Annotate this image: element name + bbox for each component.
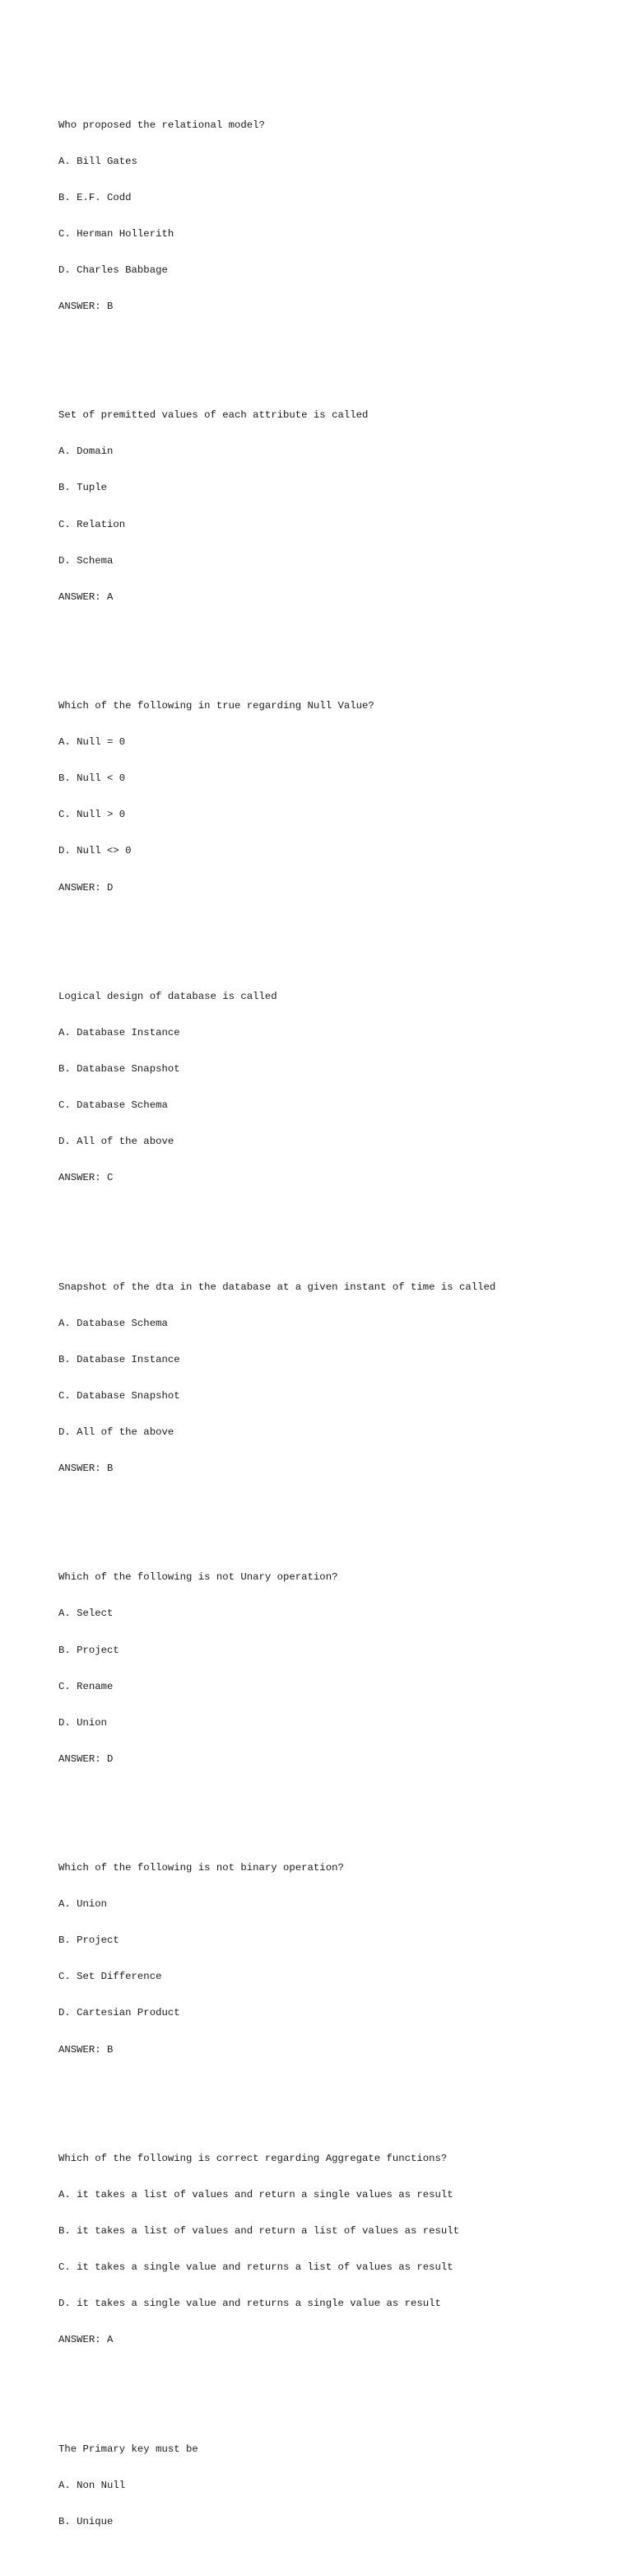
option-a: A. it takes a list of values and return a single values as result bbox=[58, 2188, 453, 2200]
option-b: B. Null < 0 bbox=[58, 772, 126, 785]
question-block bbox=[58, 1257, 618, 1499]
answer-line: ANSWER: A bbox=[58, 2334, 114, 2346]
option-c: C. it takes a single value and returns a list of values as result bbox=[58, 2261, 453, 2274]
answer-line: ANSWER: D bbox=[58, 881, 114, 894]
question-block bbox=[58, 385, 618, 628]
option-b: B. it takes a list of values and return a list of values as result bbox=[58, 2225, 460, 2238]
answer-line: ANSWER: B bbox=[58, 300, 114, 312]
question-text: Logical design of database is called bbox=[58, 990, 277, 1002]
question-block bbox=[58, 1547, 618, 1790]
question-block bbox=[58, 2128, 618, 2370]
option-c: C. Relation bbox=[58, 518, 126, 530]
answer-line: ANSWER: D bbox=[58, 1752, 114, 1765]
option-a: A. Union bbox=[58, 1898, 108, 1911]
question-text: Which of the following in true regarding Null Value? bbox=[58, 700, 374, 712]
option-d: D. Union bbox=[58, 1716, 108, 1729]
question-block bbox=[58, 95, 618, 337]
option-a: A. Non Null bbox=[58, 2479, 126, 2491]
option-b: B. Unique bbox=[58, 2515, 114, 2527]
option-d: D. Schema bbox=[58, 554, 114, 567]
answer-line: ANSWER: B bbox=[58, 1463, 114, 1475]
option-a: A. Domain bbox=[58, 446, 114, 458]
option-b: B. Project bbox=[58, 1644, 119, 1656]
document-page bbox=[58, 58, 618, 2576]
option-a: A. Database Schema bbox=[58, 1317, 168, 1329]
option-b: B. Database Snapshot bbox=[58, 1063, 180, 1075]
question-text: Which of the following is correct regarding Aggregate functions? bbox=[58, 2152, 448, 2164]
option-d: D. All of the above bbox=[58, 1426, 174, 1438]
question-block bbox=[58, 966, 618, 1208]
option-c: C. Database Snapshot bbox=[58, 1389, 180, 1402]
option-a: A. Null = 0 bbox=[58, 736, 126, 749]
option-b: B. Database Instance bbox=[58, 1353, 180, 1365]
question-block bbox=[58, 2419, 618, 2552]
option-a: A. Database Instance bbox=[58, 1026, 180, 1038]
option-a: A. Select bbox=[58, 1608, 114, 1620]
question-block bbox=[58, 676, 618, 918]
question-block bbox=[58, 1838, 618, 2080]
option-d: D. Cartesian Product bbox=[58, 2007, 180, 2019]
question-text: Which of the following is not Unary operation? bbox=[58, 1571, 338, 1584]
option-c: C. Null > 0 bbox=[58, 809, 126, 821]
option-a: A. Bill Gates bbox=[58, 155, 137, 167]
option-d: D. Charles Babbage bbox=[58, 264, 168, 276]
answer-line: ANSWER: A bbox=[58, 590, 114, 603]
option-b: B. E.F. Codd bbox=[58, 191, 132, 203]
option-b: B. Tuple bbox=[58, 482, 108, 494]
option-b: B. Project bbox=[58, 1934, 119, 1947]
option-c: C. Set Difference bbox=[58, 1971, 162, 1983]
question-text: Set of premitted values of each attribute is called bbox=[58, 409, 369, 422]
option-d: D. it takes a single value and returns a single value as result bbox=[58, 2298, 441, 2310]
answer-line: ANSWER: B bbox=[58, 2043, 114, 2056]
question-text: Snapshot of the dta in the database at a given instant of time is called bbox=[58, 1281, 496, 1293]
answer-line: ANSWER: C bbox=[58, 1172, 114, 1184]
question-text: Which of the following is not binary operation? bbox=[58, 1862, 344, 1874]
question-text: The Primary key must be bbox=[58, 2443, 198, 2455]
option-c: C. Database Schema bbox=[58, 1099, 168, 1112]
question-text: Who proposed the relational model? bbox=[58, 119, 265, 131]
option-d: D. Null <> 0 bbox=[58, 845, 132, 857]
option-d: D. All of the above bbox=[58, 1136, 174, 1148]
option-c: C. Rename bbox=[58, 1680, 114, 1692]
option-c: C. Herman Hollerith bbox=[58, 227, 174, 240]
